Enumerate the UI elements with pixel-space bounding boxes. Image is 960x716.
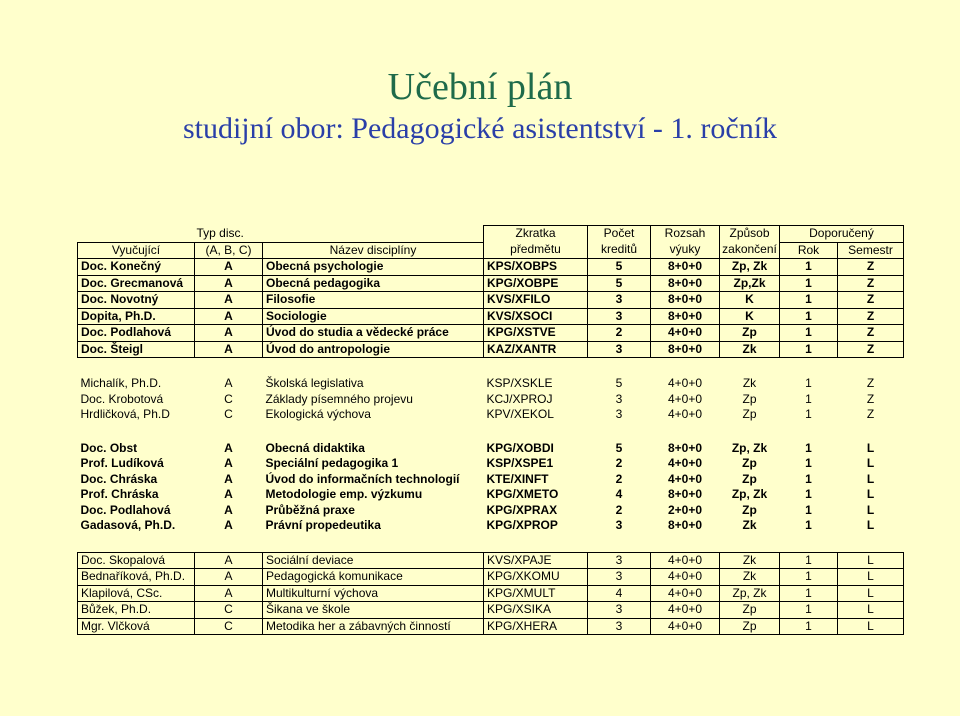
cell-range: 4+0+0 <box>651 602 720 619</box>
cell-range: 4+0+0 <box>651 325 720 342</box>
cell-teacher: Hrdličková, Ph.D <box>80 407 170 421</box>
cell-credits: 3 <box>588 308 651 325</box>
cell-semester: L <box>838 552 904 569</box>
header-typ-abc: (A, B, C) <box>195 242 263 259</box>
table-row <box>78 308 904 325</box>
cell-teacher: Bednaříková, Ph.D. <box>78 569 195 586</box>
cell-semester: Z <box>838 308 904 325</box>
cell-credits: 3 <box>615 407 623 421</box>
cell-teacher: Michalík, Ph.D. <box>80 376 162 390</box>
header-vyucujici: Vyučující <box>78 242 195 259</box>
cell-completion: Zk <box>720 552 780 569</box>
cell-subject: Průběžná praxe <box>265 502 355 517</box>
cell-range: 8+0+0 <box>651 292 720 309</box>
cell-range: 4+0+0 <box>667 391 703 406</box>
cell-year: 1 <box>780 275 838 292</box>
cell-teacher: Doc. Konečný <box>78 259 195 276</box>
cell-type: A <box>195 341 263 358</box>
table-row <box>78 569 904 586</box>
cell-range: 8+0+0 <box>651 259 720 276</box>
cell-teacher: Prof. Ludíková <box>80 456 164 470</box>
cell-type: C <box>224 407 233 421</box>
cell-year: 1 <box>805 440 812 455</box>
cell-credits: 5 <box>615 376 623 390</box>
cell-year: 1 <box>805 518 812 532</box>
cell-year: 1 <box>805 471 812 486</box>
header-row-1 <box>78 226 904 243</box>
cell-year: 1 <box>780 602 838 619</box>
cell-type: A <box>224 487 233 501</box>
cell-semester: Z <box>838 341 904 358</box>
group-spacer <box>78 534 904 553</box>
cell-credits: 3 <box>615 518 623 532</box>
cell-year: 1 <box>805 391 812 406</box>
cell-code: KVS/XFILO <box>484 292 588 309</box>
cell-subject: Úvod do informačních technologií <box>265 471 460 486</box>
table-row <box>78 341 904 358</box>
header-kreditu: kreditů <box>588 242 651 259</box>
cell-teacher: Klapilová, CSc. <box>78 585 195 602</box>
table-row <box>78 325 904 342</box>
cell-subject: Pedagogická komunikace <box>263 569 484 586</box>
table-row <box>78 275 904 292</box>
cell-range: 8+0+0 <box>667 440 703 455</box>
cell-range: 2+0+0 <box>667 502 703 517</box>
group-spacer <box>78 423 904 441</box>
cell-credits: 2 <box>615 502 623 517</box>
cell-range: 8+0+0 <box>667 487 703 501</box>
cell-teacher: Dopita, Ph.D. <box>78 308 195 325</box>
cell-semester: L <box>866 502 875 517</box>
cell-subject: Úvod do antropologie <box>263 341 484 358</box>
cell-teacher: Mgr. Vlčková <box>78 618 195 635</box>
cell-type: A <box>195 259 263 276</box>
cell-credits: 3 <box>588 569 651 586</box>
header-zkratka: Zkratka <box>484 226 588 243</box>
cell-subject: Sociologie <box>263 308 484 325</box>
header-vyuky: výuky <box>651 242 720 259</box>
table-row <box>78 472 904 488</box>
cell-type: A <box>224 456 233 470</box>
cell-completion: Zp, Zk <box>720 585 780 602</box>
cell-range: 4+0+0 <box>667 376 703 390</box>
table-row <box>78 407 904 423</box>
cell-code: KSP/XSPE1 <box>486 456 554 470</box>
header-zpusob: Způsob <box>720 226 780 243</box>
cell-completion: Zp <box>742 407 757 421</box>
cell-completion: Zp, Zk <box>731 440 768 455</box>
header-predmetu: předmětu <box>484 242 588 259</box>
table-row <box>78 292 904 309</box>
cell-completion: Zp <box>720 618 780 635</box>
cell-code: KPG/XSIKA <box>484 602 588 619</box>
cell-code: KVS/XSOCI <box>484 308 588 325</box>
cell-semester: Z <box>838 259 904 276</box>
cell-completion: Zk <box>742 376 757 390</box>
cell-type: A <box>195 275 263 292</box>
cell-teacher: Bůžek, Ph.D. <box>78 602 195 619</box>
cell-code: KTE/XINFT <box>486 471 549 486</box>
header-rok: Rok <box>780 242 838 259</box>
cell-code: KPG/XHERA <box>484 618 588 635</box>
cell-code: KPG/XSTVE <box>484 325 588 342</box>
cell-credits: 4 <box>588 585 651 602</box>
cell-year: 1 <box>805 456 812 470</box>
cell-credits: 5 <box>615 440 623 455</box>
cell-range: 4+0+0 <box>667 471 703 486</box>
cell-range: 4+0+0 <box>651 618 720 635</box>
header-rozsah: Rozsah <box>651 226 720 243</box>
cell-teacher: Prof. Chráska <box>80 487 159 501</box>
header-typ: Typ disc. <box>196 225 244 240</box>
cell-range: 4+0+0 <box>667 407 703 421</box>
cell-subject: Sociální deviace <box>263 552 484 569</box>
cell-completion: K <box>720 292 780 309</box>
cell-year: 1 <box>805 487 812 501</box>
cell-credits: 5 <box>588 259 651 276</box>
cell-range: 4+0+0 <box>651 552 720 569</box>
cell-type: C <box>195 618 263 635</box>
cell-semester: L <box>838 618 904 635</box>
cell-type: A <box>195 308 263 325</box>
table-row <box>78 518 904 534</box>
table-row <box>78 392 904 408</box>
cell-year: 1 <box>805 376 812 390</box>
cell-credits: 3 <box>588 341 651 358</box>
cell-type: A <box>224 518 233 532</box>
cell-range: 8+0+0 <box>651 308 720 325</box>
table-row <box>78 585 904 602</box>
table-row <box>78 376 904 392</box>
table-row <box>78 441 904 457</box>
cell-credits: 3 <box>588 618 651 635</box>
cell-completion: Zp <box>720 602 780 619</box>
cell-credits: 2 <box>615 471 623 486</box>
cell-type: A <box>224 440 233 455</box>
curriculum-table <box>77 225 904 635</box>
cell-type: A <box>195 569 263 586</box>
cell-type: A <box>224 471 233 486</box>
cell-year: 1 <box>805 502 812 517</box>
cell-semester: Z <box>838 325 904 342</box>
page-title: Učební plán <box>387 66 573 108</box>
cell-teacher: Doc. Krobotová <box>80 391 164 406</box>
cell-range: 4+0+0 <box>667 456 703 470</box>
cell-code: KPS/XOBPS <box>484 259 588 276</box>
cell-semester: L <box>838 602 904 619</box>
cell-teacher: Gadasová, Ph.D. <box>80 518 176 532</box>
cell-type: A <box>195 325 263 342</box>
cell-completion: Zp <box>742 391 757 406</box>
cell-credits: 3 <box>588 602 651 619</box>
cell-subject: Obecná psychologie <box>263 259 484 276</box>
cell-range: 4+0+0 <box>651 569 720 586</box>
header-pocet: Počet <box>588 226 651 243</box>
cell-range: 4+0+0 <box>651 585 720 602</box>
cell-credits: 3 <box>588 552 651 569</box>
cell-code: KAZ/XANTR <box>484 341 588 358</box>
cell-type: A <box>195 292 263 309</box>
cell-teacher: Doc. Novotný <box>78 292 195 309</box>
cell-code: KPG/XPRAX <box>486 502 558 517</box>
cell-subject: Šikana ve škole <box>263 602 484 619</box>
cell-year: 1 <box>805 407 812 421</box>
cell-semester: Z <box>866 407 875 421</box>
cell-teacher: Doc. Skopalová <box>78 552 195 569</box>
cell-credits: 2 <box>615 456 623 470</box>
cell-subject: Metodologie emp. výzkumu <box>265 487 423 501</box>
cell-year: 1 <box>780 325 838 342</box>
cell-completion: Zp <box>742 471 757 486</box>
cell-completion: Zp <box>742 502 757 517</box>
cell-completion: Zp, Zk <box>720 259 780 276</box>
cell-semester: L <box>866 487 875 501</box>
cell-subject: Speciální pedagogika 1 <box>265 456 399 470</box>
cell-code: KPG/XMULT <box>484 585 588 602</box>
header-row-2 <box>78 242 904 259</box>
cell-range: 8+0+0 <box>651 341 720 358</box>
cell-type: A <box>224 502 233 517</box>
cell-subject: Obecná didaktika <box>265 440 365 455</box>
cell-completion: Zk <box>720 341 780 358</box>
cell-teacher: Doc. Chráska <box>80 471 158 486</box>
cell-completion: Zp <box>720 325 780 342</box>
cell-subject: Právní propedeutika <box>265 518 381 532</box>
cell-code: KPG/XMETO <box>486 487 559 501</box>
cell-code: KVS/XPAJE <box>484 552 588 569</box>
cell-subject: Základy písemného projevu <box>265 391 413 406</box>
cell-year: 1 <box>780 618 838 635</box>
cell-subject: Ekologická výchova <box>265 407 371 421</box>
cell-teacher: Doc. Podlahová <box>78 325 195 342</box>
cell-credits: 3 <box>615 391 623 406</box>
header-semestr: Semestr <box>838 242 904 259</box>
cell-teacher: Doc. Obst <box>80 440 138 455</box>
cell-year: 1 <box>780 585 838 602</box>
cell-type: A <box>195 552 263 569</box>
cell-teacher: Doc. Šteigl <box>78 341 195 358</box>
cell-code: KPG/XOBPE <box>484 275 588 292</box>
cell-completion: Zk <box>742 518 757 532</box>
cell-subject: Metodika her a zábavných činností <box>263 618 484 635</box>
table-row <box>78 259 904 276</box>
cell-semester: L <box>866 440 875 455</box>
cell-type: C <box>195 602 263 619</box>
table-row <box>78 487 904 503</box>
cell-code: KPG/XKOMU <box>484 569 588 586</box>
table-row <box>78 552 904 569</box>
cell-subject: Multikulturní výchova <box>263 585 484 602</box>
cell-year: 1 <box>780 259 838 276</box>
cell-credits: 5 <box>588 275 651 292</box>
table-row <box>78 618 904 635</box>
cell-semester: Z <box>866 376 875 390</box>
cell-semester: Z <box>838 292 904 309</box>
cell-subject: Filosofie <box>263 292 484 309</box>
cell-semester: L <box>866 456 875 470</box>
table-row <box>78 602 904 619</box>
header-zakonceni: zakončení <box>720 242 780 259</box>
cell-year: 1 <box>780 341 838 358</box>
header-nazev: Název disciplíny <box>263 242 484 259</box>
cell-semester: L <box>866 518 875 532</box>
group-spacer <box>78 358 904 377</box>
cell-subject: Školská legislativa <box>265 376 364 390</box>
cell-subject: Obecná pedagogika <box>263 275 484 292</box>
cell-range: 8+0+0 <box>651 275 720 292</box>
cell-type: A <box>224 376 233 390</box>
cell-code: KSP/XSKLE <box>486 376 553 390</box>
cell-semester: Z <box>838 275 904 292</box>
cell-subject: Úvod do studia a vědecké práce <box>263 325 484 342</box>
cell-type: C <box>224 391 233 406</box>
table-row <box>78 456 904 472</box>
cell-credits: 3 <box>588 292 651 309</box>
cell-semester: L <box>838 569 904 586</box>
cell-teacher: Doc. Grecmanová <box>78 275 195 292</box>
cell-year: 1 <box>780 569 838 586</box>
cell-range: 8+0+0 <box>667 518 703 532</box>
cell-completion: Zp <box>742 456 757 470</box>
cell-year: 1 <box>780 308 838 325</box>
cell-code: KPG/XOBDI <box>486 440 554 455</box>
cell-teacher: Doc. Podlahová <box>80 502 171 517</box>
cell-type: A <box>195 585 263 602</box>
cell-credits: 2 <box>588 325 651 342</box>
cell-code: KPG/XPROP <box>486 518 558 532</box>
cell-credits: 4 <box>615 487 623 501</box>
page-subtitle: studijní obor: Pedagogické asistentství - 1. ročník <box>182 112 778 145</box>
cell-completion: Zp,Zk <box>720 275 780 292</box>
cell-code: KCJ/XPROJ <box>486 391 553 406</box>
table-row <box>78 503 904 519</box>
cell-year: 1 <box>780 552 838 569</box>
cell-completion: Zp, Zk <box>731 487 768 501</box>
cell-semester: Z <box>866 391 875 406</box>
cell-semester: L <box>838 585 904 602</box>
cell-year: 1 <box>780 292 838 309</box>
cell-semester: L <box>866 471 875 486</box>
cell-completion: Zk <box>720 569 780 586</box>
cell-completion: K <box>720 308 780 325</box>
header-doporuceny: Doporučený <box>780 226 904 243</box>
cell-code: KPV/XEKOL <box>486 407 554 421</box>
